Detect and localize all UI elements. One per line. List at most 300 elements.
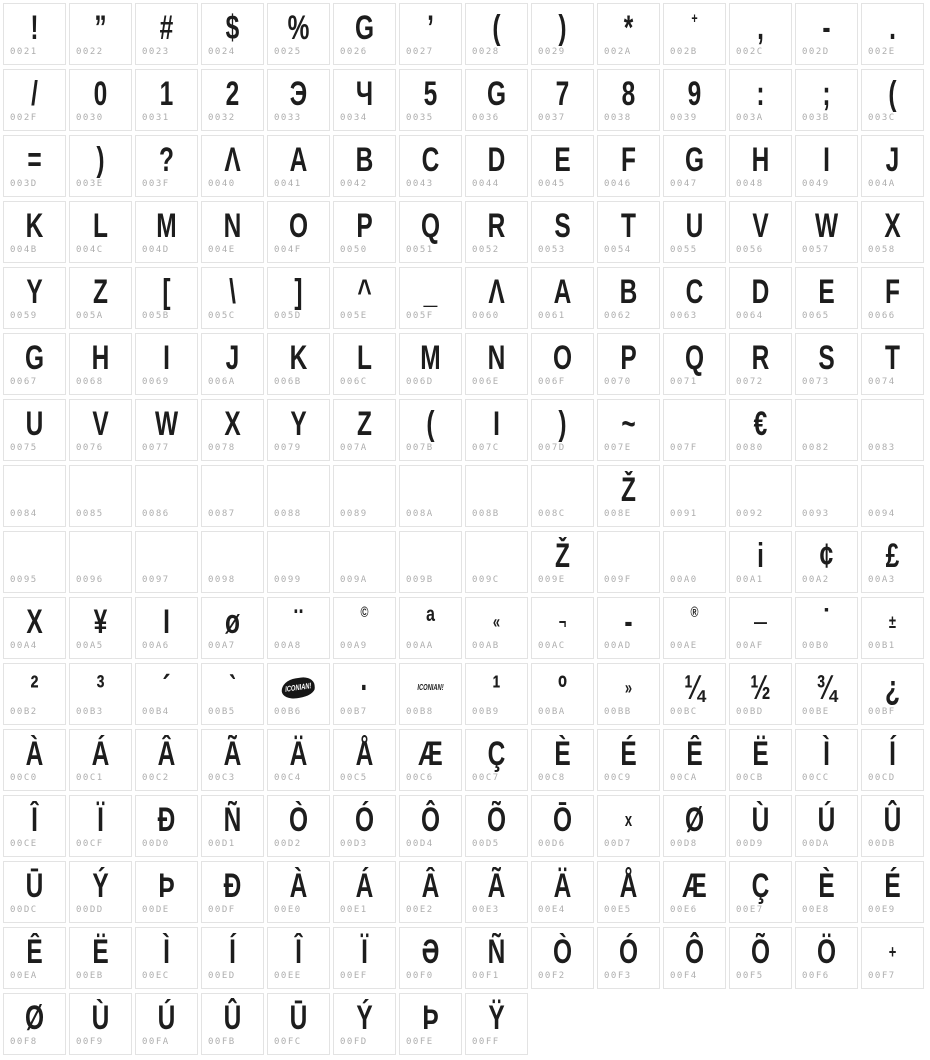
glyph-cell-00B2[interactable] bbox=[3, 663, 66, 725]
glyph-cell-00E4[interactable] bbox=[531, 861, 594, 923]
codepoint-label: 00BB bbox=[604, 707, 632, 717]
glyph-cell-0077[interactable] bbox=[135, 399, 198, 461]
glyph-cell-00B3[interactable] bbox=[69, 663, 132, 725]
glyph-cell-00DC[interactable] bbox=[3, 861, 66, 923]
glyph-cell-00C5[interactable] bbox=[333, 729, 396, 791]
codepoint-label: 00D0 bbox=[142, 839, 170, 849]
glyph-cell-0085[interactable] bbox=[69, 465, 132, 527]
glyph-cell-00ED[interactable] bbox=[201, 927, 264, 989]
glyph: ³ bbox=[96, 669, 105, 707]
glyph-cell-00CA[interactable] bbox=[663, 729, 726, 791]
glyph-cell-0025[interactable] bbox=[267, 3, 330, 65]
glyph-cell-0082[interactable] bbox=[795, 399, 858, 461]
glyph-cell-00F8[interactable] bbox=[3, 993, 66, 1055]
codepoint-label: 0051 bbox=[406, 245, 434, 255]
glyph-cell-00EF[interactable] bbox=[333, 927, 396, 989]
glyph-cell-00AE[interactable] bbox=[663, 597, 726, 659]
glyph-cell-00EC[interactable] bbox=[135, 927, 198, 989]
glyph-cell-00CB[interactable] bbox=[729, 729, 792, 791]
glyph-cell-00E7[interactable] bbox=[729, 861, 792, 923]
glyph: B bbox=[619, 273, 638, 311]
glyph-cell-00A7[interactable] bbox=[201, 597, 264, 659]
glyph-cell-0045[interactable] bbox=[531, 135, 594, 197]
glyph-cell-0023[interactable] bbox=[135, 3, 198, 65]
glyph: + bbox=[691, 9, 698, 27]
glyph: \ bbox=[229, 273, 236, 311]
glyph-cell-0086[interactable] bbox=[135, 465, 198, 527]
glyph-cell-0032[interactable] bbox=[201, 69, 264, 131]
glyph-cell-0065[interactable] bbox=[795, 267, 858, 329]
codepoint-label: 0038 bbox=[604, 113, 632, 123]
glyph-cell-00A9[interactable] bbox=[333, 597, 396, 659]
glyph-cell-006E[interactable] bbox=[465, 333, 528, 395]
glyph-cell-0055[interactable] bbox=[663, 201, 726, 263]
glyph-cell-0052[interactable] bbox=[465, 201, 528, 263]
glyph-cell-0093[interactable] bbox=[795, 465, 858, 527]
glyph-cell-0059[interactable] bbox=[3, 267, 66, 329]
glyph-cell-0098[interactable] bbox=[201, 531, 264, 593]
glyph-cell-00CD[interactable] bbox=[861, 729, 924, 791]
codepoint-label: 0084 bbox=[10, 509, 38, 519]
glyph: ! bbox=[30, 9, 39, 47]
glyph: ~ bbox=[621, 405, 636, 443]
glyph-cell-00E3[interactable] bbox=[465, 861, 528, 923]
glyph: © bbox=[360, 603, 369, 621]
glyph-cell-002D[interactable] bbox=[795, 3, 858, 65]
glyph-cell-004B[interactable] bbox=[3, 201, 66, 263]
glyph-cell-0062[interactable] bbox=[597, 267, 660, 329]
glyph-cell-00B0[interactable] bbox=[795, 597, 858, 659]
glyph-cell-0048[interactable] bbox=[729, 135, 792, 197]
codepoint-label: 00CB bbox=[736, 773, 764, 783]
glyph-cell-00E0[interactable] bbox=[267, 861, 330, 923]
glyph-cell-0061[interactable] bbox=[531, 267, 594, 329]
glyph-cell-003B[interactable] bbox=[795, 69, 858, 131]
glyph-cell-00C9[interactable] bbox=[597, 729, 660, 791]
glyph-cell-00DF[interactable] bbox=[201, 861, 264, 923]
glyph-cell-0054[interactable] bbox=[597, 201, 660, 263]
glyph-cell-007A[interactable] bbox=[333, 399, 396, 461]
glyph-cell-00DA[interactable] bbox=[795, 795, 858, 857]
glyph-cell-0067[interactable] bbox=[3, 333, 66, 395]
glyph-cell-0047[interactable] bbox=[663, 135, 726, 197]
glyph-cell-00E9[interactable] bbox=[861, 861, 924, 923]
glyph-cell-00C1[interactable] bbox=[69, 729, 132, 791]
codepoint-label: 00FF bbox=[472, 1037, 500, 1047]
glyph-cell-0084[interactable] bbox=[3, 465, 66, 527]
glyph-cell-002F[interactable] bbox=[3, 69, 66, 131]
glyph-cell-00D5[interactable] bbox=[465, 795, 528, 857]
glyph-cell-0068[interactable] bbox=[69, 333, 132, 395]
glyph: ¥ bbox=[93, 603, 108, 641]
glyph-cell-005A[interactable] bbox=[69, 267, 132, 329]
glyph-cell-0080[interactable] bbox=[729, 399, 792, 461]
glyph-cell-00AD[interactable] bbox=[597, 597, 660, 659]
glyph: Ì bbox=[163, 933, 170, 971]
glyph-cell-0092[interactable] bbox=[729, 465, 792, 527]
glyph-cell-00D3[interactable] bbox=[333, 795, 396, 857]
glyph-cell-005E[interactable] bbox=[333, 267, 396, 329]
codepoint-label: 0096 bbox=[76, 575, 104, 585]
glyph-cell-00D4[interactable] bbox=[399, 795, 462, 857]
glyph bbox=[475, 534, 519, 578]
glyph-cell-00D0[interactable] bbox=[135, 795, 198, 857]
codepoint-label: 00B6 bbox=[274, 707, 302, 717]
glyph: ¢ bbox=[819, 537, 834, 575]
glyph-cell-00E1[interactable] bbox=[333, 861, 396, 923]
glyph-cell-0070[interactable] bbox=[597, 333, 660, 395]
glyph-cell-009B[interactable] bbox=[399, 531, 462, 593]
glyph-cell-00D2[interactable] bbox=[267, 795, 330, 857]
glyph-cell-003A[interactable] bbox=[729, 69, 792, 131]
glyph-cell-0056[interactable] bbox=[729, 201, 792, 263]
codepoint-label: 0071 bbox=[670, 377, 698, 387]
codepoint-label: 007E bbox=[604, 443, 632, 453]
glyph-cell-0031[interactable] bbox=[135, 69, 198, 131]
codepoint-label: 0067 bbox=[10, 377, 38, 387]
glyph-cell-00A2[interactable] bbox=[795, 531, 858, 593]
codepoint-label: 008B bbox=[472, 509, 500, 519]
codepoint-label: 0073 bbox=[802, 377, 830, 387]
glyph: Û bbox=[883, 801, 902, 839]
glyph bbox=[13, 468, 57, 512]
glyph-cell-00F2[interactable] bbox=[531, 927, 594, 989]
glyph-cell-0028[interactable] bbox=[465, 3, 528, 65]
glyph-cell-00D8[interactable] bbox=[663, 795, 726, 857]
glyph-cell-0035[interactable] bbox=[399, 69, 462, 131]
glyph-cell-00C2[interactable] bbox=[135, 729, 198, 791]
glyph-cell-00A3[interactable] bbox=[861, 531, 924, 593]
glyph-cell-008A[interactable] bbox=[399, 465, 462, 527]
glyph-cell-00F5[interactable] bbox=[729, 927, 792, 989]
glyph-cell-0034[interactable] bbox=[333, 69, 396, 131]
iconian-logo-burst-glyph: ICONIAN! bbox=[277, 666, 321, 710]
glyph-cell-00FD[interactable] bbox=[333, 993, 396, 1055]
iconian-logo-text-glyph: ICONIAN! bbox=[417, 683, 444, 692]
codepoint-label: 0062 bbox=[604, 311, 632, 321]
glyph-cell-0027[interactable] bbox=[399, 3, 462, 65]
glyph-cell-0040[interactable] bbox=[201, 135, 264, 197]
glyph-cell-009A[interactable] bbox=[333, 531, 396, 593]
glyph-cell-00B8[interactable] bbox=[399, 663, 462, 725]
glyph-cell-0094[interactable] bbox=[861, 465, 924, 527]
glyph-cell-00E5[interactable] bbox=[597, 861, 660, 923]
glyph: C bbox=[421, 141, 440, 179]
glyph-cell-004C[interactable] bbox=[69, 201, 132, 263]
glyph-cell-0091[interactable] bbox=[663, 465, 726, 527]
glyph-cell-0030[interactable] bbox=[69, 69, 132, 131]
glyph-cell-003F[interactable] bbox=[135, 135, 198, 197]
glyph: Ð bbox=[223, 867, 242, 905]
glyph-cell-0075[interactable] bbox=[3, 399, 66, 461]
glyph-cell-00F3[interactable] bbox=[597, 927, 660, 989]
glyph-cell-00F7[interactable] bbox=[861, 927, 924, 989]
glyph-cell-003E[interactable] bbox=[69, 135, 132, 197]
glyph-cell-0042[interactable] bbox=[333, 135, 396, 197]
codepoint-label: 0039 bbox=[670, 113, 698, 123]
glyph-cell-0096[interactable] bbox=[69, 531, 132, 593]
codepoint-label: 003D bbox=[10, 179, 38, 189]
glyph-cell-005B[interactable] bbox=[135, 267, 198, 329]
glyph-cell-0022[interactable] bbox=[69, 3, 132, 65]
glyph: $ bbox=[225, 9, 240, 47]
glyph-cell-00E2[interactable] bbox=[399, 861, 462, 923]
glyph: X bbox=[884, 207, 901, 245]
codepoint-label: 00EC bbox=[142, 971, 170, 981]
glyph-cell-0033[interactable] bbox=[267, 69, 330, 131]
glyph-cell-0044[interactable] bbox=[465, 135, 528, 197]
glyph-cell-009E[interactable] bbox=[531, 531, 594, 593]
codepoint-label: 0036 bbox=[472, 113, 500, 123]
glyph-cell-00BA[interactable] bbox=[531, 663, 594, 725]
glyph-cell-0050[interactable] bbox=[333, 201, 396, 263]
glyph-cell-00DE[interactable] bbox=[135, 861, 198, 923]
glyph-cell-00B7[interactable] bbox=[333, 663, 396, 725]
glyph-cell-006F[interactable] bbox=[531, 333, 594, 395]
glyph-cell-00C4[interactable] bbox=[267, 729, 330, 791]
glyph-cell-0029[interactable] bbox=[531, 3, 594, 65]
glyph-cell-00E6[interactable] bbox=[663, 861, 726, 923]
glyph-cell-009F[interactable] bbox=[597, 531, 660, 593]
glyph: ) bbox=[96, 141, 105, 179]
glyph: Ž bbox=[555, 537, 570, 575]
glyph bbox=[79, 468, 123, 512]
glyph-cell-006D[interactable] bbox=[399, 333, 462, 395]
glyph-cell-0051[interactable] bbox=[399, 201, 462, 263]
glyph: U bbox=[685, 207, 704, 245]
glyph-cell-003D[interactable] bbox=[3, 135, 66, 197]
codepoint-label: 0063 bbox=[670, 311, 698, 321]
glyph-cell-0099[interactable] bbox=[267, 531, 330, 593]
glyph-cell-0021[interactable] bbox=[3, 3, 66, 65]
glyph-cell-0072[interactable] bbox=[729, 333, 792, 395]
glyph-cell-00BE[interactable] bbox=[795, 663, 858, 725]
glyph-cell-005F[interactable] bbox=[399, 267, 462, 329]
glyph-cell-00AC[interactable] bbox=[531, 597, 594, 659]
glyph-cell-00FE[interactable] bbox=[399, 993, 462, 1055]
glyph-cell-00AB[interactable] bbox=[465, 597, 528, 659]
glyph-cell-00EA[interactable] bbox=[3, 927, 66, 989]
glyph-cell-00A0[interactable] bbox=[663, 531, 726, 593]
glyph-cell-00B6[interactable] bbox=[267, 663, 330, 725]
glyph-cell-00A4[interactable] bbox=[3, 597, 66, 659]
codepoint-label: 0044 bbox=[472, 179, 500, 189]
glyph-cell-0036[interactable] bbox=[465, 69, 528, 131]
glyph-cell-0060[interactable] bbox=[465, 267, 528, 329]
glyph: 0 bbox=[93, 75, 108, 113]
glyph-cell-00BD[interactable] bbox=[729, 663, 792, 725]
glyph: J bbox=[225, 339, 240, 377]
glyph-cell-009C[interactable] bbox=[465, 531, 528, 593]
codepoint-label: 00D6 bbox=[538, 839, 566, 849]
codepoint-label: 00B9 bbox=[472, 707, 500, 717]
glyph-cell-006B[interactable] bbox=[267, 333, 330, 395]
glyph-cell-0078[interactable] bbox=[201, 399, 264, 461]
glyph-cell-007F[interactable] bbox=[663, 399, 726, 461]
glyph: Æ bbox=[418, 735, 443, 773]
glyph-cell-002B[interactable] bbox=[663, 3, 726, 65]
glyph: ¿ bbox=[885, 669, 900, 707]
glyph-cell-00D7[interactable] bbox=[597, 795, 660, 857]
glyph: Á bbox=[355, 867, 374, 905]
glyph-cell-00BF[interactable] bbox=[861, 663, 924, 725]
glyph: Q bbox=[420, 207, 441, 245]
glyph-cell-0053[interactable] bbox=[531, 201, 594, 263]
glyph-cell-00C6[interactable] bbox=[399, 729, 462, 791]
codepoint-label: 002C bbox=[736, 47, 764, 57]
glyph-cell-00B1[interactable] bbox=[861, 597, 924, 659]
glyph-cell-002A[interactable] bbox=[597, 3, 660, 65]
glyph-cell-002E[interactable] bbox=[861, 3, 924, 65]
glyph-cell-0064[interactable] bbox=[729, 267, 792, 329]
glyph: T bbox=[885, 339, 900, 377]
codepoint-label: 00F5 bbox=[736, 971, 764, 981]
glyph-cell-0058[interactable] bbox=[861, 201, 924, 263]
glyph-cell-0024[interactable] bbox=[201, 3, 264, 65]
glyph: ” bbox=[94, 9, 107, 47]
glyph-cell-00C3[interactable] bbox=[201, 729, 264, 791]
glyph-cell-0038[interactable] bbox=[597, 69, 660, 131]
codepoint-label: 00FB bbox=[208, 1037, 236, 1047]
glyph: _ bbox=[423, 273, 438, 311]
glyph-cell-004F[interactable] bbox=[267, 201, 330, 263]
glyph-cell-0095[interactable] bbox=[3, 531, 66, 593]
glyph-cell-00F0[interactable] bbox=[399, 927, 462, 989]
glyph-cell-0039[interactable] bbox=[663, 69, 726, 131]
glyph-cell-00A6[interactable] bbox=[135, 597, 198, 659]
glyph-cell-0074[interactable] bbox=[861, 333, 924, 395]
glyph-cell-00B5[interactable] bbox=[201, 663, 264, 725]
codepoint-label: 0052 bbox=[472, 245, 500, 255]
glyph-cell-00EE[interactable] bbox=[267, 927, 330, 989]
glyph-cell-00AF[interactable] bbox=[729, 597, 792, 659]
glyph-cell-00A1[interactable] bbox=[729, 531, 792, 593]
glyph-cell-0089[interactable] bbox=[333, 465, 396, 527]
glyph-cell-0049[interactable] bbox=[795, 135, 858, 197]
glyph-cell-0046[interactable] bbox=[597, 135, 660, 197]
glyph: € bbox=[753, 405, 768, 443]
glyph-cell-0071[interactable] bbox=[663, 333, 726, 395]
glyph bbox=[145, 534, 189, 578]
glyph-cell-00F4[interactable] bbox=[663, 927, 726, 989]
glyph-cell-0087[interactable] bbox=[201, 465, 264, 527]
glyph-cell-0083[interactable] bbox=[861, 399, 924, 461]
codepoint-label: 00E0 bbox=[274, 905, 302, 915]
glyph-cell-00F9[interactable] bbox=[69, 993, 132, 1055]
glyph-cell-00CE[interactable] bbox=[3, 795, 66, 857]
glyph: M bbox=[420, 339, 441, 377]
glyph-cell-003C[interactable] bbox=[861, 69, 924, 131]
glyph-cell-00FC[interactable] bbox=[267, 993, 330, 1055]
codepoint-label: 0068 bbox=[76, 377, 104, 387]
glyph: ? bbox=[159, 141, 174, 179]
glyph-cell-0079[interactable] bbox=[267, 399, 330, 461]
glyph-cell-008B[interactable] bbox=[465, 465, 528, 527]
glyph-cell-00D1[interactable] bbox=[201, 795, 264, 857]
glyph-cell-0066[interactable] bbox=[861, 267, 924, 329]
glyph-cell-0037[interactable] bbox=[531, 69, 594, 131]
glyph-cell-00B9[interactable] bbox=[465, 663, 528, 725]
glyph-cell-008C[interactable] bbox=[531, 465, 594, 527]
glyph-cell-005C[interactable] bbox=[201, 267, 264, 329]
glyph-cell-00D6[interactable] bbox=[531, 795, 594, 857]
codepoint-label: 00D8 bbox=[670, 839, 698, 849]
glyph-cell-00FB[interactable] bbox=[201, 993, 264, 1055]
glyph-cell-006A[interactable] bbox=[201, 333, 264, 395]
glyph-cell-00DB[interactable] bbox=[861, 795, 924, 857]
glyph-cell-007E[interactable] bbox=[597, 399, 660, 461]
glyph-cell-00F1[interactable] bbox=[465, 927, 528, 989]
glyph-cell-00DD[interactable] bbox=[69, 861, 132, 923]
glyph-cell-007B[interactable] bbox=[399, 399, 462, 461]
glyph-cell-006C[interactable] bbox=[333, 333, 396, 395]
glyph-cell-0041[interactable] bbox=[267, 135, 330, 197]
glyph-cell-007D[interactable] bbox=[531, 399, 594, 461]
glyph-cell-0057[interactable] bbox=[795, 201, 858, 263]
codepoint-label: 004F bbox=[274, 245, 302, 255]
codepoint-label: 006B bbox=[274, 377, 302, 387]
glyph-cell-002C[interactable] bbox=[729, 3, 792, 65]
glyph-cell-00CC[interactable] bbox=[795, 729, 858, 791]
glyph-cell-00AA[interactable] bbox=[399, 597, 462, 659]
glyph-cell-00CF[interactable] bbox=[69, 795, 132, 857]
glyph: Õ bbox=[486, 801, 507, 839]
glyph: Ï bbox=[361, 933, 368, 971]
glyph-cell-004D[interactable] bbox=[135, 201, 198, 263]
glyph-cell-0043[interactable] bbox=[399, 135, 462, 197]
glyph-cell-0088[interactable] bbox=[267, 465, 330, 527]
codepoint-label: 00A7 bbox=[208, 641, 236, 651]
glyph-cell-00B4[interactable] bbox=[135, 663, 198, 725]
glyph-cell-007C[interactable] bbox=[465, 399, 528, 461]
glyph-cell-00FF[interactable] bbox=[465, 993, 528, 1055]
glyph-cell-0069[interactable] bbox=[135, 333, 198, 395]
glyph-cell-00BC[interactable] bbox=[663, 663, 726, 725]
glyph-cell-00F6[interactable] bbox=[795, 927, 858, 989]
glyph: Á bbox=[91, 735, 110, 773]
codepoint-label: 005C bbox=[208, 311, 236, 321]
glyph-cell-0076[interactable] bbox=[69, 399, 132, 461]
glyph-cell-004E[interactable] bbox=[201, 201, 264, 263]
glyph-cell-008E[interactable] bbox=[597, 465, 660, 527]
glyph-cell-005D[interactable] bbox=[267, 267, 330, 329]
glyph-cell-004A[interactable] bbox=[861, 135, 924, 197]
glyph-cell-0097[interactable] bbox=[135, 531, 198, 593]
glyph bbox=[79, 534, 123, 578]
codepoint-label: 006A bbox=[208, 377, 236, 387]
glyph-cell-00E8[interactable] bbox=[795, 861, 858, 923]
codepoint-label: 0035 bbox=[406, 113, 434, 123]
glyph-cell-00D9[interactable] bbox=[729, 795, 792, 857]
glyph-cell-0073[interactable] bbox=[795, 333, 858, 395]
glyph: Â bbox=[421, 867, 440, 905]
glyph-cell-00C0[interactable] bbox=[3, 729, 66, 791]
glyph-cell-00C7[interactable] bbox=[465, 729, 528, 791]
glyph-cell-0063[interactable] bbox=[663, 267, 726, 329]
glyph-cell-00A8[interactable] bbox=[267, 597, 330, 659]
codepoint-label: 004E bbox=[208, 245, 236, 255]
glyph: Ö bbox=[816, 933, 837, 971]
glyph-cell-00BB[interactable] bbox=[597, 663, 660, 725]
glyph-cell-00C8[interactable] bbox=[531, 729, 594, 791]
glyph-cell-00A5[interactable] bbox=[69, 597, 132, 659]
glyph-cell-00EB[interactable] bbox=[69, 927, 132, 989]
codepoint-label: 0097 bbox=[142, 575, 170, 585]
codepoint-label: 0082 bbox=[802, 443, 830, 453]
codepoint-label: 0070 bbox=[604, 377, 632, 387]
glyph-cell-0026[interactable] bbox=[333, 3, 396, 65]
glyph-cell-00FA[interactable] bbox=[135, 993, 198, 1055]
